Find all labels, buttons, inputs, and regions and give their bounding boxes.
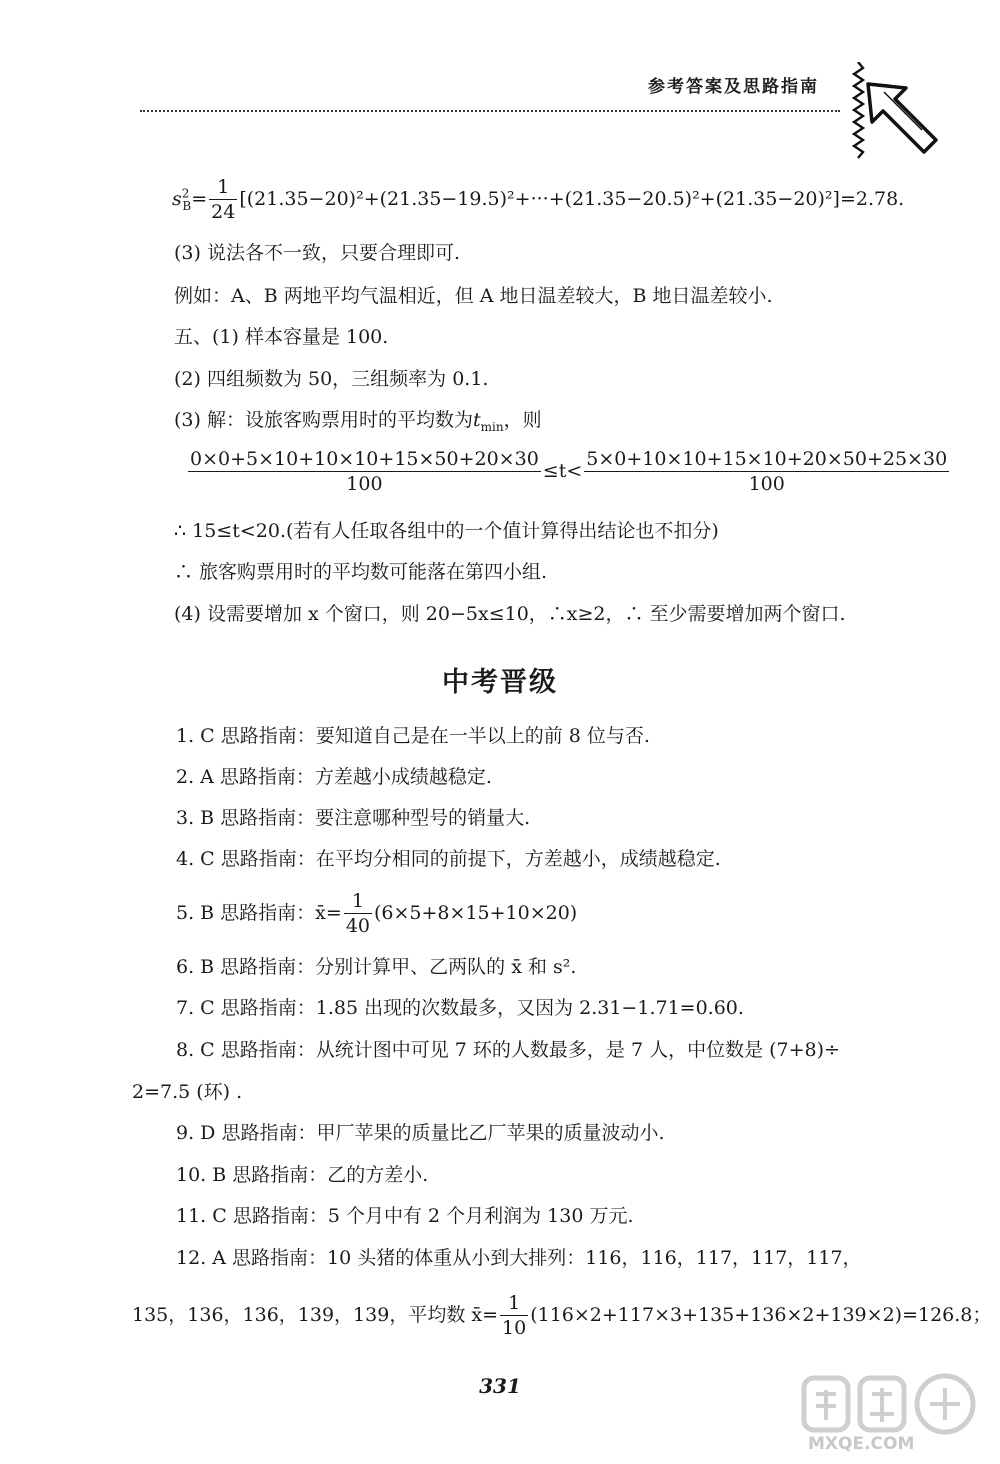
fraction: $\frac{5\times 0+10\times 10+15\times 10+20\times 50+25\times 30}{100}$ xyxy=(586,448,948,495)
answer-line-5-4: (4) 设需要增加 x 个窗口，则 20−5x≤10，∴x≥2，∴ 至少需要增加两个窗口. xyxy=(174,603,846,625)
fraction: $\frac{1}{40}$ xyxy=(345,890,370,937)
header-dotted-rule xyxy=(140,110,840,112)
watermark-site-text: MXQE.COM xyxy=(808,1434,915,1454)
answer-item-10: 10. B 思路指南：乙的方差小. xyxy=(176,1164,429,1186)
section-title: 中考晋级 xyxy=(442,667,558,698)
answer-line-5-1: 五、(1) 样本容量是 100. xyxy=(174,326,389,348)
fraction: $\frac{1}{24}$ xyxy=(211,176,236,223)
answer-line-5-3: (3) 解：设旅客购票用时的平均数为$t_{min}$，则 xyxy=(174,409,542,434)
answer-item-8-line-2: 2=7.5 (环) . xyxy=(132,1081,243,1103)
answer-item-2: 2. A 思路指南：方差越小成绩越稳定. xyxy=(176,766,492,788)
answer-item-4: 4. C 思路指南：在平均分相同的前提下，方差越小，成绩越稳定. xyxy=(176,848,721,870)
conclusion-line-1: ∴ 15≤t<20.(若有人任取各组中的一个值计算得出结论也不扣分) xyxy=(174,520,719,542)
answer-item-7: 7. C 思路指南：1.85 出现的次数最多，又因为 2.31−1.71=0.60. xyxy=(176,997,744,1019)
answer-item-6: 6. B 思路指南：分别计算甲、乙两队的 x̄ 和 s². xyxy=(176,956,577,978)
answer-item-8-line-1: 8. C 思路指南：从统计图中可见 7 环的人数最多，是 7 人，中位数是 (7+8)÷ xyxy=(176,1039,840,1061)
answer-line-3: (3) 说法各不一致，只要合理即可. xyxy=(174,242,460,264)
fraction: $\frac{0\times 0+5\times 10+10\times 10+15\times 50+20\times 30}{100}$ xyxy=(190,448,539,495)
variance-b-formula: $s^2_B=$ $\frac{1}{24}$ [(21.35−20)²+(21.35−19.5)²+···+(21.35−20.5)²+(21.35−20)²]=2.78. xyxy=(172,176,905,223)
answer-item-3: 3. B 思路指南：要注意哪种型号的销量大. xyxy=(176,807,531,829)
answer-item-11: 11. C 思路指南：5 个月中有 2 个月利润为 130 万元. xyxy=(176,1205,634,1227)
page-number: 331 xyxy=(479,1374,521,1398)
fraction: $\frac{1}{10}$ xyxy=(502,1292,527,1339)
answer-line-example: 例如：A、B 两地平均气温相近，但 A 地日温差较大，B 地日温差较小. xyxy=(174,285,773,307)
answer-item-12-line-2: 135，136，136，139，139，平均数 x̄= $\frac{1}{10}$ (116×2+117×3+135+136×2+139×2)=126.8； xyxy=(132,1292,992,1339)
header-title: 参考答案及思路指南 xyxy=(648,77,819,97)
answer-item-12-line-1: 12. A 思路指南：10 头猪的体重从小到大排列：116，116，117，117，117， xyxy=(176,1247,862,1269)
answer-item-9: 9. D 思路指南：甲厂苹果的质量比乙厂苹果的质量波动小. xyxy=(176,1122,665,1144)
inequality-formula: $\frac{0\times 0+5\times 10+10\times 10+15\times 50+20\times 30}{100}$ ≤t< $\frac{5\times 0+10\times 10+15\times 10+20\times 50+25\times 30}{100}$ xyxy=(190,448,948,495)
answer-item-1: 1. C 思路指南：要知道自己是在一半以上的前 8 位与否. xyxy=(176,725,650,747)
answer-line-5-2: (2) 四组频数为 50，三组频率为 0.1. xyxy=(174,368,489,390)
conclusion-line-2: ∴ 旅客购票用时的平均数可能落在第四小组. xyxy=(174,561,548,583)
answer-item-5: 5. B 思路指南：x̄= $\frac{1}{40}$ (6×5+8×15+10×20) xyxy=(176,890,578,937)
arrow-up-left-icon xyxy=(862,78,942,158)
